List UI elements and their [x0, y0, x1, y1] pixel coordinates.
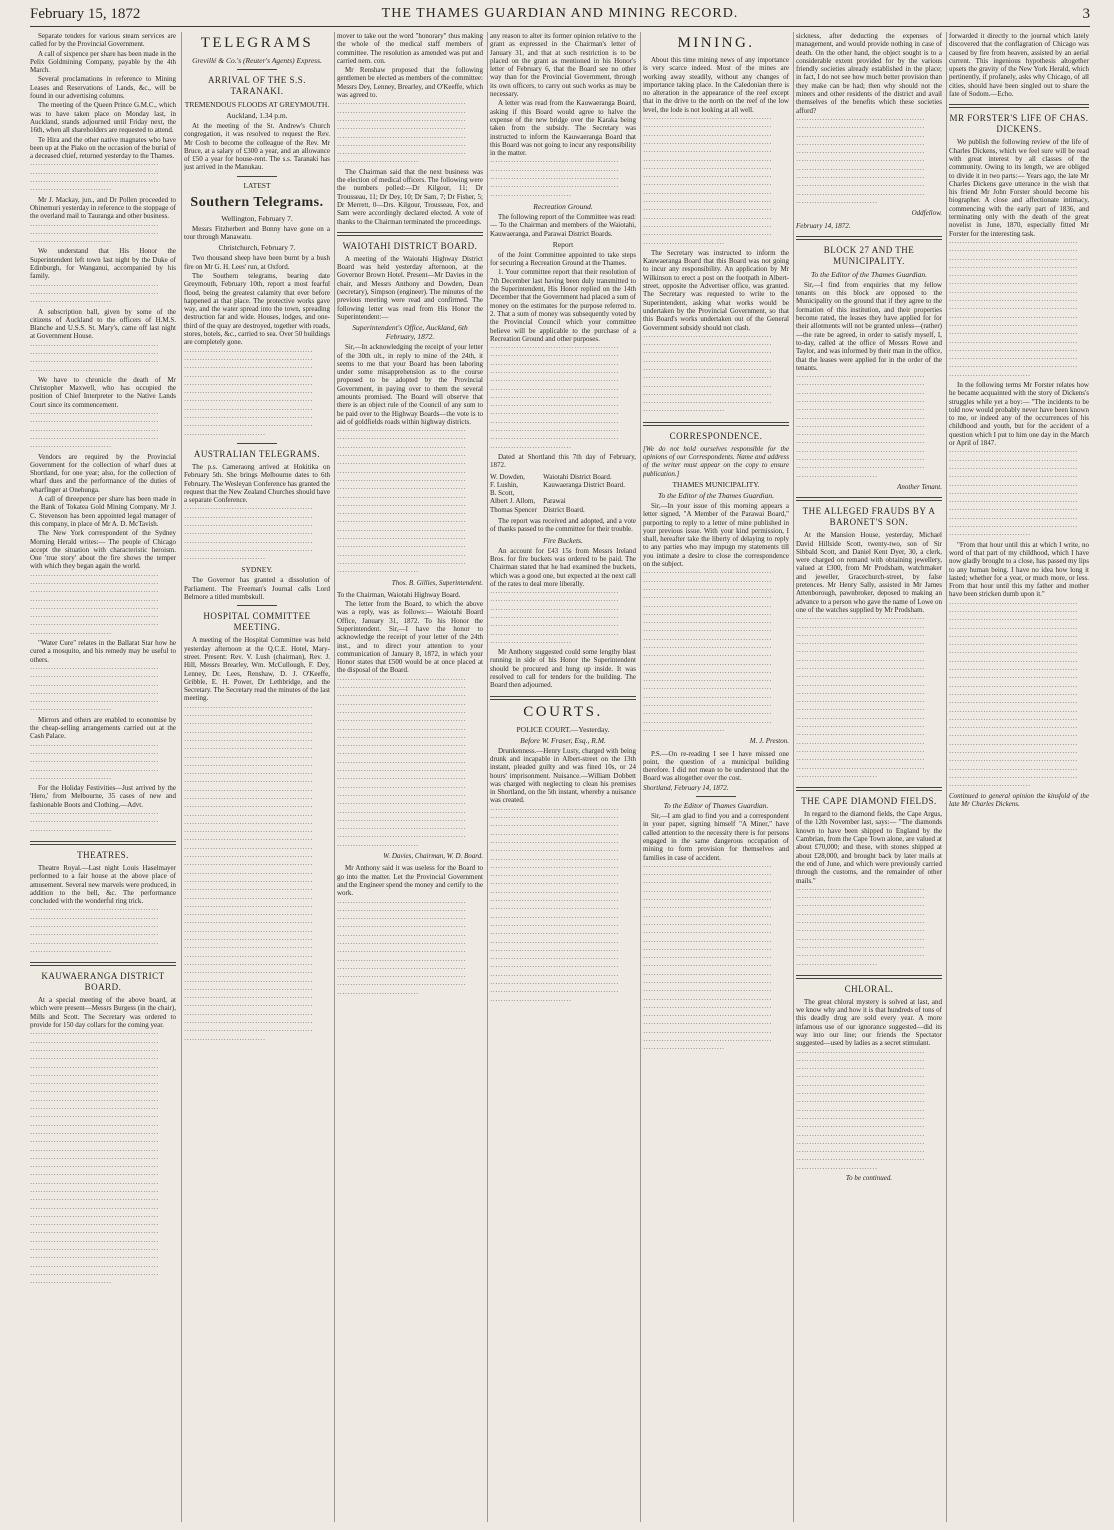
paragraph: 1. Your committee report that their resolution of 7th December last having been duly transmitted to the Superintendent, His Honor replied on the 14th December that the Government had placed a sum of money on the estimates for the purpose referred to. 2. That a sum of money was subsequently voted by the Provincial Council which your committee believe will be applicable to the purchase of a Recreation Ground and other purposes.	[490, 268, 636, 343]
paragraph: The meeting of the Queen Prince G.M.C., which was to have taken place on Monday last, in Auckland, stands adjourned until Friday next, the 16th, when all shareholders are requested to attend.	[30, 101, 176, 135]
section-divider	[30, 962, 176, 966]
section-heading: THEATRES.	[77, 849, 129, 860]
letter-heading: To the Editor of the Thames Guardian.	[658, 490, 774, 500]
masthead-title: THE THAMES GUARDIAN AND MINING RECORD.	[381, 6, 739, 21]
signatory-name: F. Lushin,	[490, 480, 519, 489]
column-rule	[793, 32, 794, 1522]
illegible-text: ················································· ················································· ················································· ················································· ················································· ················································· ················································· ·······························	[337, 100, 466, 167]
illegible-text: ················································· ················································· ················································· ················································· ················································· ················································· ················································· ················································· ················································· ················································· ················································· ·······························	[337, 898, 466, 998]
paragraph: sickness, after deducting the expenses of management, and would provide nothing in case of death. On the other hand, the object sought is to a considerable extent provided for by the various friendly societies already established in the place; in fact, I do not see how much better provision than they make can be had; then why should not the miners and other residents of the district and avail themselves of the benefits which these societies afford?	[796, 32, 942, 115]
section-subheading: Before W. Fraser, Esq., R.M.	[520, 735, 606, 745]
paragraph: We understand that His Honor the Superintendent left town last night by the Duke of Edinburgh, for Wanganui, accompanied by his family.	[30, 247, 176, 281]
illegible-text: ················································· ················································· ················································· ················································· ················································· ················································· ················································· ················································· ················································· ················································· ················································· ················································· ················································· ················································· ················································· ·······························	[643, 115, 772, 248]
divider	[237, 443, 277, 444]
letter-heading: To the Editor of Thames Guardian.	[663, 801, 769, 811]
masthead-date: February 15, 1872	[30, 6, 141, 22]
signatory-name: W. Dowden,	[490, 472, 525, 481]
paragraph: The p.s. Cameraong arrived at Hokitika on February 5th. She brings Melbourne dates to 6th February. The Wesleyan Conference has granted the request that the New Zealand Churches should have a separate Conference.	[184, 462, 330, 505]
paragraph: of the Joint Committee appointed to take steps for securing a Recreation Ground at the Thames.	[490, 250, 636, 268]
column-7	[949, 32, 1089, 1522]
signatory-name: Thomas Spencer	[490, 505, 537, 514]
divider	[237, 605, 277, 606]
illegible-text: ················································· ················································· ················································· ················································· ················································· ················································· ················································· ················································· ················································· ················································· ·······························	[796, 115, 925, 207]
paragraph: Mirrors and others are enabled to economise by the cheap-selling arrangements carried out at the Cash Palace.	[30, 715, 176, 741]
section-heading: CHLORAL.	[844, 983, 894, 994]
section-heading: COURTS.	[523, 703, 603, 720]
paragraph: The report was received and adopted, and a vote of thanks passed to the committee for their trouble.	[490, 517, 636, 534]
illegible-text: ················································· ················································· ················································· ················································· ················································· ················································· ················································· ················································· ················································· ················································· ················································· ················································· ················································· ················································· ················································· ················································· ················································· ················································· ················································· ················································· ················································· ················································· ················································· ·······························	[490, 805, 619, 1005]
illegible-text: ················································· ················································· ················································· ················································· ················································· ················································· ················································· ················································· ················································· ················································· ················································· ················································· ················································· ················································· ················································· ················································· ················································· ················································· ················································· ················································· ················································· ················································· ················································· ················································· ················································· ················································· ················································· ················································· ················································· ················································· ·······························	[30, 1030, 159, 1288]
column-rule	[946, 32, 947, 1522]
illegible-text: ················································· ················································· ·······························	[30, 810, 159, 835]
illegible-text: ················································· ················································· ················································· ················································· ················································· ················································· ················································· ················································· ················································· ················································· ················································· ················································· ·······························	[490, 344, 619, 452]
paragraph: Separate tenders for various steam services are called for by the Provincial Government.	[30, 32, 176, 49]
paragraph: For the Holiday Festivities—Just arrived by the 'Hero,' from Melbourne, 35 cases of new and fashionable Boots and Clothing.—Advt.	[30, 784, 176, 809]
section-heading: MINING.	[677, 35, 755, 51]
footnote: Continued to general opinion the kinsfold of the late Mr Charles Dickens.	[949, 791, 1089, 808]
column-2	[184, 32, 330, 1522]
paragraph: A meeting of the Hospital Committee was held yesterday afternoon at the Q.C.E. Hotel, Mary-street. Present: Rev. V. Lush (chairman), Rev. J. Hill, Messrs Brearley, Wm. McCullough, F. Dey, Lenney, Dr. Lees, Renshaw, D. J. O'Keeffe, Gribble, E. H. Power, Dr Lethbridge, and the Secretary. The Secretary read the minutes of the last meeting.	[184, 636, 330, 703]
illegible-text: ················································· ················································· ················································· ················································· ················································· ················································· ················································· ················································· ················································· ················································· ················································· ················································· ················································· ················································· ················································· ················································· ················································· ················································· ················································· ·······························	[796, 615, 925, 781]
paragraph: A letter was read from the Kauwaeranga Board, asking if this Board would agree to halve the expense of the new bridge over the Karaka being taken from the subsidy. The Secretary was instructed to inform the Kauwaeranga Board that this Board was not going to incur any responsibility in the matter.	[490, 99, 636, 158]
section-heading: ARRIVAL OF THE S.S. TARANAKI.	[207, 75, 307, 96]
table-row	[490, 481, 636, 489]
illegible-text: ················································· ················································· ················································· ················································· ·······························	[490, 158, 619, 200]
section-subheading: TREMENDOUS FLOODS AT GREYMOUTH.	[184, 100, 330, 109]
paragraph: mover to take out the word "honorary" thus making the whole of the medical staff members of committee. The resolution as amended was put and carried nem. con.	[337, 32, 483, 65]
signatory-board: Parawai	[543, 497, 566, 506]
paragraph: Theatre Royal.—Last night Louis Haselmayer performed to a fair house at the above place of amusement. Several new marvels were produced, in addition to the bell, &c. The performance concluded with the wonderful ring trick.	[30, 863, 176, 906]
illegible-text: ················································· ················································· ················································· ·······························	[30, 161, 159, 195]
masthead	[30, 6, 1090, 27]
column-rule	[487, 32, 488, 1522]
column-1	[30, 32, 176, 1522]
letter-heading: Superintendent's Office, Auckland, 6th February, 1872.	[352, 323, 468, 342]
section-heading: AUSTRALIAN TELEGRAMS.	[193, 448, 321, 459]
editorial-note: [We do not hold ourselves responsible for the opinions of our Correspondents. Name and address of the writer must appear on the copy to ensure publication.]	[643, 444, 789, 478]
paragraph: The Governor has granted a dissolution of Parliament. The Freeman's Journal calls Lord Belmore a titled mumbskull.	[184, 576, 330, 602]
signatory-board	[543, 489, 636, 497]
section-divider	[949, 104, 1089, 108]
paragraph: The Southern telegrams, bearing date Greymouth, February 10th, report a most fearful flood, being the greatest calamity that ever before happened at that place. The protective works gave way, and the water spread into the town, spreading destruction far and wide. Houses, lodges, and one-third of the quay are destroyed, together with roads, stores, hotels, &c., carried to sea. Over 50 buildings are completely gone.	[184, 271, 330, 347]
section-subheading: Report	[552, 239, 574, 249]
section-heading: MR FORSTER'S LIFE OF CHAS. DICKENS.	[949, 113, 1089, 135]
table-row	[490, 506, 636, 514]
section-heading: KAUWAERANGA DISTRICT BOARD.	[41, 971, 165, 993]
section-divider	[490, 696, 636, 700]
paragraph: The Chairman said that the next business was the election of medical officers. The following were the numbers polled:—Dr Kilgour, 11; Dr Trousseau, 11; Dr Dey, 10; Dr Sam, 7; Dr Fisher, 5; Dr Merrett, 0—Drs. Kilgour, Trousseau, Fox, and Sam were accordingly declared elected. A vote of thanks to the Chairman terminated the proceedings.	[337, 167, 483, 226]
illegible-text: ················································· ················································· ················································· ················································· ················································· ·······························	[30, 664, 159, 715]
paragraph: Te Hira and the other native magnates who have been up at the Piako on the occasion of the burial of a deceased chief, returned yesterday to the Thames.	[30, 135, 176, 161]
section-divider	[30, 841, 176, 845]
section-subheading: SYDNEY.	[241, 565, 273, 575]
illegible-text: ················································· ················································· ················································· ················································· ················································· ················································· ················································· ················································· ················································· ················································· ················································· ················································· ················································· ················································· ·······························	[796, 1048, 925, 1173]
paragraph: forwarded it directly to the journal which lately discovered that the conflagration of Chicago was caused by fire from heaven, assisted by an aerial current. This ingenious hypothesis altogether upsets the gravity of the New York Herald, which pertinently, if profanely, asks why Chicago, of all cities, should have been singled out to share the fate of Sodom.—Echo.	[949, 32, 1089, 99]
paragraph: any reason to alter its former opinion relative to the grant as expressed in the Chairman's letter of January 31, and that at such restriction is to be placed on the grant as mentioned in his Honor's letter of February 6, that the Board see no other way than for the Provincial Government, through its own officers, to carry out such works as may be necessary.	[490, 32, 636, 99]
illegible-text: ················································· ················································· ················································· ·······························	[30, 341, 159, 375]
paragraph: We have to chronicle the death of Mr Christopher Maxwell, who has occupied the position of Chief Interpreter to the Native Lands Court since its commencement.	[30, 375, 176, 409]
signatory-board: Kauwaeranga District Board.	[543, 480, 625, 489]
paragraph: Vendors are required by the Provincial Government for the collection of wharf dues at Shortland, for one year; also, for the collection of wharf dues and the performance of the duties of wharfinger at Onehunga.	[30, 452, 176, 494]
paragraph: The Secretary was instructed to inform the Kauwaeranga Board that this Board was not going to incur any responsibility. An application by Mr Wilkinson to erect a post on the footpath in Albert-street, opposite the Advertiser office, was granted. The Secretary was requested to write to the Superintendent, asking what works would be undertaken by the Provincial Government, so that this Board's works undertaken out of the General Government subsidy should not clash.	[643, 248, 789, 332]
section-divider	[796, 787, 942, 791]
illegible-text: ················································· ················································· ·······························	[30, 221, 159, 247]
paragraph: An account for £43 15s from Messrs Ireland Bros. for fire buckets was ordered to be paid. The Chairman stated that he had examined the buckets, which was a good one, but expected at the next call of the rates to deal more liberally.	[490, 546, 636, 588]
section-divider	[796, 497, 942, 501]
illegible-text: ················································· ················································· ················································· ················································· ·······························	[30, 410, 159, 452]
section-divider	[337, 232, 483, 236]
signature: Another Tenant.	[897, 482, 942, 491]
divider	[696, 796, 736, 797]
illegible-text: ················································· ················································· ················································· ················································· ················································· ················································· ················································· ················································· ················································· ················································· ················································· ················································· ················································· ················································· ················································· ················································· ················································· ·······························	[337, 427, 466, 577]
section-subheading: Grevillé & Co.'s (Reuter's Agents) Express.	[192, 56, 322, 65]
section-heading: THE ALLEGED FRAUDS BY A BARONET'S SON.	[802, 506, 936, 528]
section-subheading: Fire Buckets.	[543, 535, 583, 545]
letter-heading: To the Editor of the Thames Guardian.	[811, 269, 927, 279]
signatory-board: Waiotahi District Board.	[543, 472, 612, 481]
paragraph: Two thousand sheep have been burnt by a bush fire on Mr G. H. Lees' run, at Oxford.	[184, 254, 330, 271]
table-row	[490, 473, 636, 481]
section-heading: CORRESPONDENCE.	[669, 430, 763, 441]
paragraph: Several proclamations in reference to Mining Leases and Reservations of Lands, &c., will be found in our advertising columns.	[30, 75, 176, 101]
section-divider	[796, 236, 942, 240]
paragraph: About this time mining news of any importance is very scarce indeed. Most of the mines are working away steadily, without any changes of importance taking place. In the Caledonian there is no alteration in the appearance of the reef except that in the drive to the north on the reef of the low level, the lode is not looking at all well.	[643, 56, 789, 114]
illegible-text: ················································· ················································· ················································· ················································· ················································· ················································· ················································· ················································· ················································· ················································· ················································· ················································· ················································· ················································· ················································· ················································· ················································· ················································· ················································· ················································· ················································· ················································· ·······························	[949, 599, 1078, 791]
paragraph: At a special meeting of the above board, at which were present—Messrs Burgess (in the chair), Mills and Scott. The Secretary was ordered to provide for 150 day collars for the coming year.	[30, 996, 176, 1030]
illegible-text: ················································· ················································· ················································· ················································· ················································· ················································· ·······························	[490, 589, 619, 647]
signature: M. J. Preston.	[749, 737, 789, 746]
section-subheading: POLICE COURT.—Yesterday.	[516, 724, 610, 734]
illegible-text: ················································· ················································· ················································· ················································· ················································· ················································· ················································· ················································· ················································· ················································· ················································· ················································· ················································· ················································· ················································· ················································· ················································· ················································· ················································· ················································· ················································· ················································· ·······························	[643, 862, 772, 1054]
paragraph: Mr Renshaw proposed that the following gentlemen be elected as members of the committee: Messrs Dey, Lenney, Brearley, and O'Keeffe, which was agreed to.	[337, 66, 483, 100]
illegible-text: ················································· ················································· ················································· ················································· ················································· ················································· ················································· ················································· ················································· ················································· ················································· ················································· ················································· ················································· ················································· ················································· ················································· ················································· ················································· ·······························	[643, 569, 772, 735]
column-rule	[640, 32, 641, 1522]
paragraph: A call of sixpence per share has been made in the Pelix Goldmining Company, payable by the 4th March.	[30, 49, 176, 75]
signatory-name: Albert J. Allom,	[490, 497, 536, 506]
illegible-text: ················································· ················································· ················································· ················································· ················································· ················································· ················································· ················································· ················································· ·······························	[643, 332, 772, 416]
illegible-text: ················································· ················································· ················································· ················································· ················································· ················································· ················································· ················································· ················································· ·······························	[796, 885, 925, 969]
dateline: Shortland, February 14, 1872.	[643, 783, 729, 792]
section-divider	[796, 975, 942, 979]
paragraph: Messrs Fitzherbert and Bunny have gone on a tour through Manawatu.	[184, 224, 330, 242]
paragraph: In regard to the diamond fields, the Cape Argus, of the 12th November last, says:— "The diamonds known to have been shipped to England by the Cambrian, from the Cape Town alone, are valued at about £70,000; and these, with stones shipped at about £28,000, and brought back by later mails at the end of June, and which were previously carried through the customs, and the remainder of other mails."	[796, 810, 942, 885]
illegible-text: ················································· ················································· ················································· ················································· ·······························	[30, 741, 159, 783]
page-number: 3	[1082, 6, 1090, 22]
signatories-table	[490, 473, 636, 514]
illegible-text: ················································· ················································· ················································· ················································· ················································· ················································· ················································· ················································· ················································· ················································· ·······························	[184, 347, 313, 439]
section-divider	[643, 422, 789, 426]
paragraph: P.S.—On re-reading I see I have missed one point, the question of a municipal building therefore. I did not mean to be understood that the Board was altogether over the cost.	[643, 749, 789, 783]
paragraph: The New York correspondent of the Sydney Morning Herald writes:— The people of Chicago accept the situation with characteristic heroism. One 'true story' about the fire shows the temper with which they began again the world.	[30, 529, 176, 571]
continued-note: To be continued.	[845, 1174, 893, 1183]
signature: Thos. B. Gillies, Superintendent.	[391, 578, 483, 587]
paragraph: We publish the following review of the life of Charles Dickens, which we feel sure will be read with great interest by all classes of the community. Owing to its length, we are obliged to divide it in two parts:— Years ago, the late Mr Charles Dickens gave utterance in the wish that his friend Mr John Forster should become his biographer. A close and affectionate intimacy, commencing with the early part of 1836, and terminating only with the death of the great novelist in June, 1870, especially fitted Mr Forster for the interesting task.	[949, 138, 1089, 238]
illegible-text: ················································· ················································· ················································· ················································· ················································· ················································· ················································· ················································· ················································· ················································· ·······························	[949, 448, 1078, 540]
column-5	[643, 32, 789, 1522]
paragraph: A subscription ball, given by some of the citizens of Auckland to the officers of H.M.S. Blanche and U.S.S. St. Mary's, came off last night at Government House.	[30, 307, 176, 341]
signatory-board: District Board.	[543, 505, 585, 514]
paragraph: "Water Cure" relates in the Ballarat Star how he cured a mosquito, and his remedy may be useful to others.	[30, 639, 176, 664]
paragraph: Mr Anthony said it was useless for the Board to go into the matter. Let the Provincial Government and the Engineer spend the money and certify to the work.	[337, 864, 483, 898]
paragraph: At the Mansion House, yesterday, Michael David Hillside Scott, twenty-two, son of Sir Sibbald Scott, and Daniel Kent Dyer, 30, a clerk, were charged on remand with obtaining jewellery, valued at £300, from Mr Prodsham, watchmaker and jeweller, Gracechurch-street, by false pretences. Mr Henry Sally, assisted in Mr James Attenborough, pawnbroker, deposed to making an advance to a person who gave the name of Lowe on one of the watches supplied by Mr Prodsham.	[796, 531, 942, 614]
column-rule	[181, 32, 182, 1522]
illegible-text: ················································· ················································· ················································· ················································· ················································· ················································· ················································· ················································· ················································· ················································· ················································· ················································· ················································· ················································· ················································· ················································· ·······························	[949, 238, 1078, 380]
illegible-text: ················································· ················································· ················································· ················································· ················································· ················································· ·······························	[184, 505, 313, 564]
column-3	[337, 32, 483, 1522]
section-subheading: THAMES MUNICIPALITY.	[672, 479, 760, 489]
illegible-text: ················································· ················································· ················································· ················································· ················································· ················································· ················································· ················································· ················································· ················································· ················································· ················································· ·······························	[796, 373, 925, 481]
paragraph: To the Chairman, Waiotahi Highway Board.	[337, 590, 461, 599]
dateline: Christchurch, February 7.	[218, 243, 296, 253]
section-heading: Southern Telegrams.	[190, 194, 324, 210]
paragraph: In the following terms Mr Forster relates how he became acquainted with the story of Dickens's struggles while yet a boy:— "The incidents to be told now would probably never have been known to me, or indeed any of the occurrences of his childhood and youth, but for the accident of a question which I put to him one day in the March or April of 1847.	[949, 380, 1089, 448]
illegible-text: ················································· ················································· ················································· ················································· ················································· ·······························	[30, 906, 159, 956]
paragraph: The letter from the Board, to which the above was a reply, was as follows:— Waiotahi Board Office, January 31, 1872. To his Honor the Superintendent. Sir,—I have the honor to acknowledge the receipt of your letter of the 24th inst., and to direct your attention to your communication of January 8, 1872, in which your Honor states that £500 would be at once placed at the disposal of the Board.	[337, 600, 483, 675]
dateline: Wellington, February 7.	[221, 213, 293, 223]
table-row	[490, 489, 636, 497]
section-heading: TELEGRAMS	[200, 35, 314, 51]
illegible-text: ················································· ················································· ················································· ················································· ················································· ················································· ················································· ················································· ················································· ················································· ················································· ················································· ················································· ················································· ················································· ················································· ················································· ················································· ················································· ················································· ················································· ················································· ················································· ················································· ················································· ················································· ················································· ················································· ················································· ················································· ················································· ················································· ················································· ················································· ················································· ················································· ················································· ················································· ················································· ················································· ·······························	[184, 703, 313, 1044]
column-rule	[334, 32, 335, 1522]
section-heading: THE CAPE DIAMOND FIELDS.	[801, 796, 937, 807]
paragraph: Sir,—In acknowledging the receipt of your letter of the 30th ult., in reply to mine of the 24th, it seems to me that your Board has been laboring under some misapprehension as to the course proposed to be adopted by the Provincial Government, in paying over to them the several amounts promised. The Board will observe that there is an object rule of the Council of any sum to be paid over to the Highway Boards—the vote is to aid of goldfields roads within highway districts.	[337, 343, 483, 426]
dateline: February 14, 1872.	[796, 221, 851, 230]
paragraph: Mr J. Mackay, jun., and Dr Pollen proceeded to Ohinemuri yesterday in reference to the stoppage of the overland mail to Tauranga and other business.	[30, 195, 176, 221]
section-subheading: Recreation Ground.	[533, 201, 593, 211]
illegible-text: ················································· ················································· ·······························	[30, 281, 159, 307]
paragraph: Mr Anthony suggested could some lengthy blast running in side of his Honor the Superintendent should be procured and hung up inside. It was resolved to call for tenders for the building. The Board then adjourned.	[490, 648, 636, 690]
section-heading: HOSPITAL COMMITTEE MEETING.	[203, 611, 311, 633]
paragraph: Sir,—I find from enquiries that my fellow tenants on this block are opposed to the Municipality on the ground that if they agree to the formation of this institution, and their properties become rated, the leases they have applied for for their allotments will not be granted unless—(rather)—the rate be agreed, in order to satisfy myself, I, to-day, called at the office of Messrs Rowe and Taylor, and was informed by their man in the office, that the leases were applied for in the order of the tenants.	[796, 280, 942, 372]
paragraph: Sir,—In your issue of this morning appears a letter signed, "A Member of the Parawai Board," purporting to reply to a letter of mine published in your previous issue. With your kind permission, I shall, hereafter take the liberty of delaying to reply to any parties who may impugn my statements till you intimate a desire to close the correspondence on the subject.	[643, 501, 789, 569]
illegible-text: ················································· ················································· ················································· ················································· ················································· ················································· ················································· ················································· ················································· ················································· ················································· ················································· ················································· ················································· ················································· ················································· ················································· ················································· ················································· ················································· ·······························	[337, 675, 466, 850]
section-heading: WAIOTAHI DISTRICT BOARD.	[342, 240, 478, 251]
paragraph: Drunkenness.—Henry Lusty, charged with being drunk and incapable in Albert-street on the 13th instant, pleaded guilty and was fined 10s, or 24 hours' imprisonment. Nuisance.—William Dobbett was charged with neglecting to clean his premises in Shortland, on the 5th instant, whereby a nuisance was created.	[490, 746, 636, 805]
signatory-name: B. Scott,	[490, 489, 515, 498]
paragraph: A call of threepence per share has been made in the Bank of Tokatea Gold Mining Company. Mr J. C. Stevenson has been appointed legal manager of this company, in place of Mr A. D. McTavish.	[30, 495, 176, 528]
paragraph: "From that hour until this at which I write, no word of that part of my childhood, which I have now gladly brought to a close, has passed my lips to any human being. I have no idea how long it lasted; whether for a year, or much more, or less. From that hour until this my father and mother have been stricken dumb upon it."	[949, 540, 1089, 599]
table-row	[490, 497, 636, 505]
divider	[237, 176, 277, 177]
column-4	[490, 32, 636, 1522]
paragraph: At the meeting of the St. Andrew's Church congregation, it was resolved to request the Rev. Mr Cosh to become the colleague of the Rev. Mr Bruce, at a salary of £300 a year, and an allowance of £50 a year for house-rent. The s.s. Taranaki has just arrived in the Manukau.	[184, 122, 330, 172]
paragraph: A meeting of the Waiotahi Highway District Board was held yesterday afternoon, at the Governor Brown Hotel. Present—Mr Davies in the chair, and Messrs Anthony and Dowden, Dean (secretary), Simpson (engineer). The minutes of the previous meeting were read and confirmed. The following letter was read from His Honor the Superintendent:—	[337, 254, 483, 321]
dateline: Auckland, 1.34 p.m.	[226, 111, 288, 120]
section-heading: BLOCK 27 AND THE MUNICIPALITY.	[823, 244, 915, 266]
paragraph: The great chloral mystery is solved at last, and we know why and how it is that hundreds of tons of this deadly drug are sold every year. A more infamous use of our ignorance suggested—did its way into our line; our friends the Spectator suggested—used by ladies as a secret stimulant.	[796, 997, 942, 1048]
paragraph: The following report of the Committee was read:— To the Chairman and members of the Waiotahi, Kauwaeranga, and Parawai District Boards.	[490, 212, 636, 238]
illegible-text: ················································· ················································· ················································· ················································· ················································· ················································· ················································· ·······························	[30, 571, 159, 638]
paragraph: Sir,—I am glad to find you and a correspondent in your paper, signing himself "A Miner," have called attention to the necessity there is for persons engaged in the same dangerous occupation of mining to form provision for themselves and families in case of accident.	[643, 812, 789, 862]
column-6	[796, 32, 942, 1522]
divider	[237, 69, 277, 70]
signature: Oddfellow.	[911, 209, 942, 218]
signature: W. Davies, Chairman, W. D. Board.	[383, 852, 483, 861]
paragraph: Dated at Shortland this 7th day of February, 1872.	[490, 452, 636, 470]
section-subheading: LATEST	[243, 180, 271, 190]
